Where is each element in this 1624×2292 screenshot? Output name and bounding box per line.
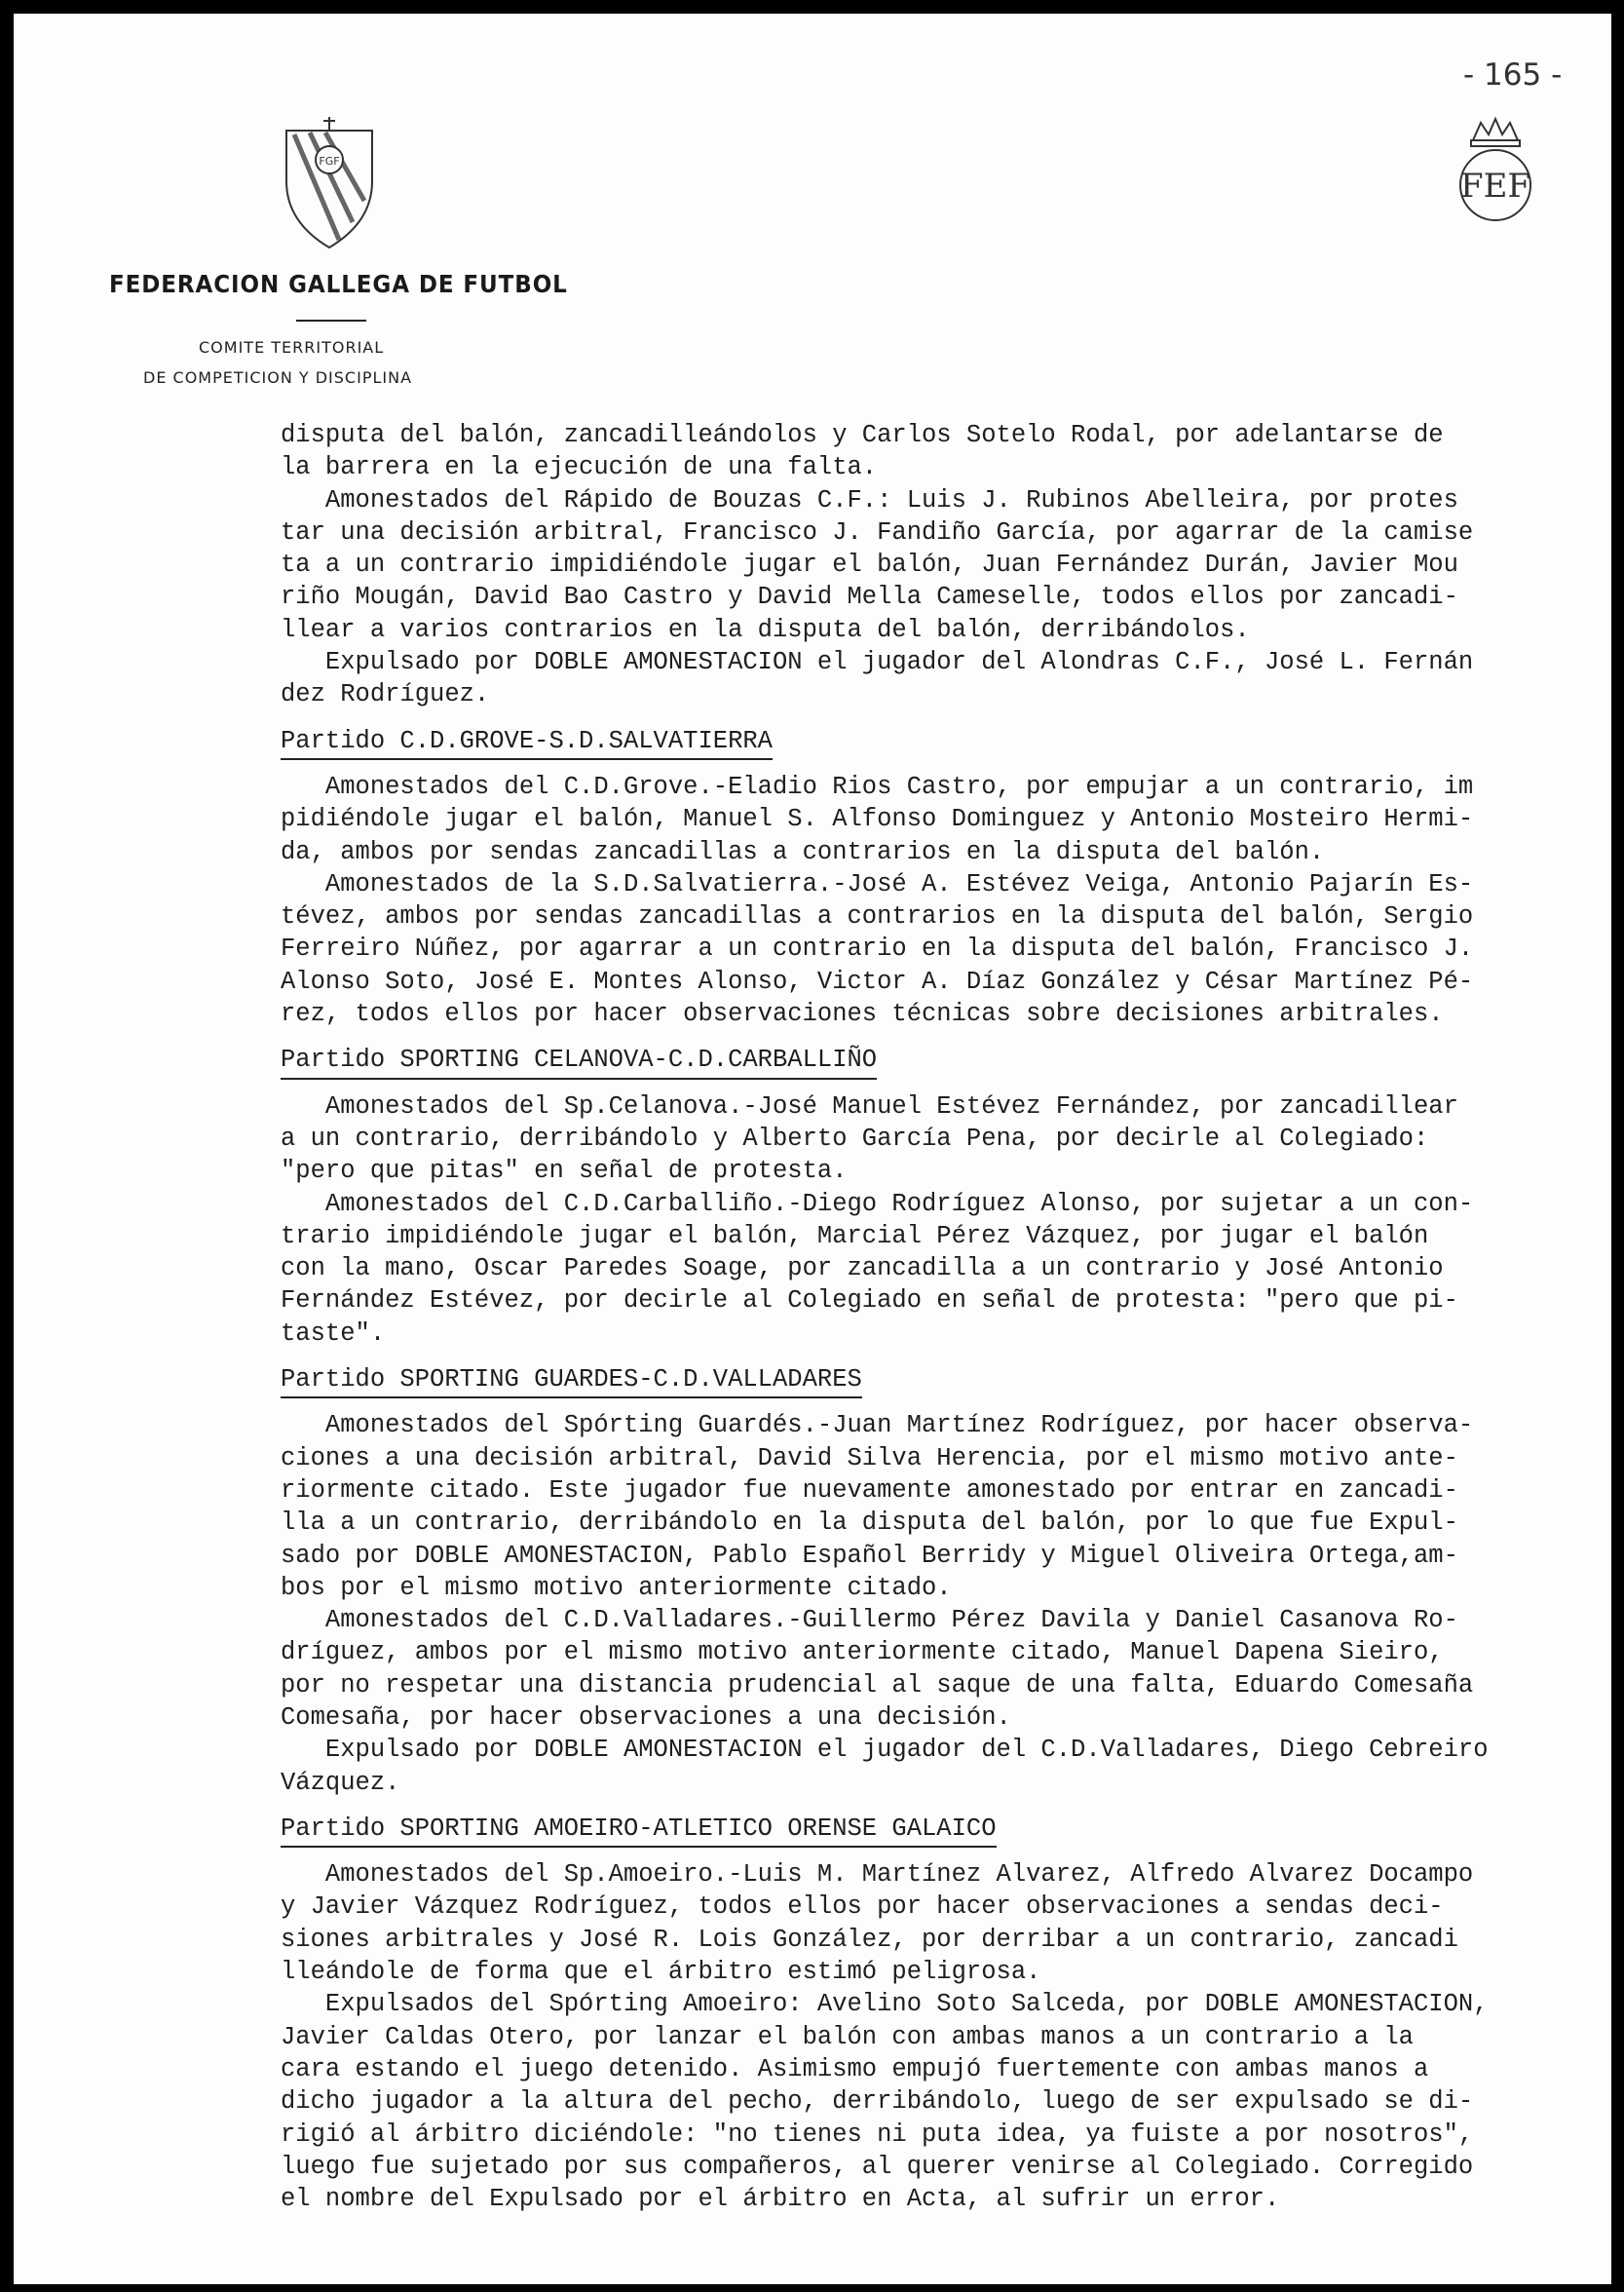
text-line: rez, todos ellos por hacer observaciones técnicas sobre decisiones arbitrales. (281, 1000, 1444, 1029)
text-line: lleándole de forma que el árbitro estimó peligrosa. (281, 1958, 1041, 1987)
text-line: disputa del balón, zancadilleándolos y Carlos Sotelo Rodal, por adelantarse de (281, 421, 1444, 449)
text-line: Amonestados del Rápido de Bouzas C.F.: Luis J. Rubinos Abelleira, por protes (281, 485, 1458, 515)
text-line: por no respetar una distancia prudencial al saque de una falta, Eduardo Comesaña (281, 1670, 1474, 1700)
text-line: ta a un contrario impidiéndole jugar el balón, Juan Fernández Durán, Javier Mou (281, 551, 1458, 580)
match-heading: Partido SPORTING AMOEIRO-ATLETICO ORENSE GALAICO (281, 1813, 997, 1848)
federation-title: FEDERACION GALLEGA DE FUTBOL (109, 270, 568, 298)
text-line: Alonso Soto, José E. Montes Alonso, Victor A. Díaz González y César Martínez Pé- (281, 967, 1474, 996)
text-line: luego fue sujetado por sus compañeros, al querer venirse al Colegiado. Corregido (281, 2152, 1474, 2181)
text-line: Amonestados del C.D.Carballiño.-Diego Rodríguez Alonso, por sujetar a un con- (281, 1189, 1474, 1218)
text-line: Comesaña, por hacer observaciones a una decisión. (281, 1702, 1011, 1732)
svg-text:FGF: FGF (319, 155, 340, 168)
text-line: con la mano, Oscar Paredes Soage, por zancadilla a un contrario y José Antonio (281, 1254, 1444, 1283)
svg-text:FEF: FEF (1459, 167, 1531, 206)
text-line: Amonestados del Sp.Amoeiro.-Luis M. Martínez Alvarez, Alfredo Alvarez Docampo (281, 1860, 1474, 1890)
match-heading: Partido SPORTING GUARDES-C.D.VALLADARES (281, 1363, 862, 1398)
text-line: Expulsado por DOBLE AMONESTACION el jugador del C.D.Valladares, Diego Cebreiro (281, 1736, 1489, 1765)
text-line: sado por DOBLE AMONESTACION, Pablo Español Berridy y Miguel Oliveira Ortega,am- (281, 1541, 1458, 1570)
text-line: Expulsado por DOBLE AMONESTACION el jugador del Alondras C.F., José L. Fernán (281, 648, 1474, 677)
text-line: bos por el mismo motivo anteriormente citado. (281, 1573, 952, 1602)
match-section (281, 1813, 1591, 2216)
text-line: Ferreiro Núñez, por agarrar a un contrario en la disputa del balón, Francisco J. (281, 935, 1474, 964)
text-line: cara estando el juego detenido. Asimismo empujó fuertemente con ambas manos a (281, 2054, 1429, 2083)
text-line: lla a un contrario, derribándolo en la disputa del balón, por lo que fue Expul- (281, 1509, 1458, 1538)
text-line: riormente citado. Este jugador fue nuevamente amonestado por entrar en zancadi- (281, 1475, 1458, 1505)
text-line: Amonestados del Sp.Celanova.-José Manuel Estévez Fernández, por zancadillear (281, 1091, 1458, 1121)
text-line: tar una decisión arbitral, Francisco J. Fandiño García, por agarrar de la camise (281, 517, 1474, 547)
match-section (281, 725, 1591, 1031)
text-line: dicho jugador a la altura del pecho, derribándolo, luego de ser expulsado se di- (281, 2087, 1474, 2117)
text-line: "pero que pitas" en señal de protesta. (281, 1157, 848, 1186)
text-line: Amonestados del Spórting Guardés.-Juan Martínez Rodríguez, por hacer observa- (281, 1411, 1474, 1440)
document-body (281, 419, 1591, 2215)
committee-line-2: DE COMPETICION Y DISCIPLINA (143, 368, 413, 387)
match-heading: Partido C.D.GROVE-S.D.SALVATIERRA (281, 725, 773, 760)
text-line: siones arbitrales y José R. Lois González, por derribar a un contrario, zancadi (281, 1925, 1458, 1954)
text-line: taste". (281, 1318, 386, 1348)
text-line: pidiéndole jugar el balón, Manuel S. Alfonso Dominguez y Antonio Mosteiro Hermi- (281, 805, 1474, 834)
text-line: Fernández Estévez, por decirle al Colegiado en señal de protesta: "pero que pi- (281, 1286, 1458, 1316)
intro-section (281, 419, 1591, 711)
text-line: Expulsados del Spórting Amoeiro: Avelino Soto Salceda, por DOBLE AMONESTACION, (281, 1990, 1489, 2019)
text-line: dríguez, ambos por el mismo motivo anteriormente citado, Manuel Dapena Sieiro, (281, 1638, 1444, 1667)
text-line: llear a varios contrarios en la disputa del balón, derribándolos. (281, 615, 1250, 644)
text-line: y Javier Vázquez Rodríguez, todos ellos por hacer observaciones a sendas deci- (281, 1892, 1444, 1922)
text-line: Amonestados del C.D.Grove.-Eladio Rios Castro, por empujar a un contrario, im (281, 772, 1474, 801)
text-line: el nombre del Expulsado por el árbitro en Acta, al sufrir un error. (281, 2185, 1280, 2214)
text-line: Amonestados de la S.D.Salvatierra.-José A. Estévez Veiga, Antonio Pajarín Es- (281, 869, 1474, 898)
text-line: Amonestados del C.D.Valladares.-Guillermo Pérez Davila y Daniel Casanova Ro- (281, 1606, 1458, 1635)
text-line: tévez, ambos por sendas zancadillas a contrarios en la disputa del balón, Sergio (281, 902, 1474, 932)
title-divider (296, 320, 366, 322)
text-line: riño Mougán, David Bao Castro y David Mella Cameselle, todos ellos por zancadi- (281, 583, 1458, 612)
text-line: ciones a una decisión arbitral, David Silva Herencia, por el mismo motivo ante- (281, 1443, 1458, 1472)
federation-shield-icon (281, 113, 378, 249)
match-section (281, 1363, 1591, 1799)
committee-line-1: COMITE TERRITORIAL (199, 338, 385, 357)
text-line: dez Rodríguez. (281, 680, 490, 709)
text-line: a un contrario, derribándolo y Alberto García Pena, por decirle al Colegiado: (281, 1124, 1429, 1153)
match-section (281, 1044, 1591, 1350)
text-line: trario impidiéndole jugar el balón, Marcial Pérez Vázquez, por jugar el balón (281, 1221, 1429, 1250)
text-line: la barrera en la ejecución de una falta. (281, 453, 878, 482)
text-line: Vázquez. (281, 1768, 400, 1797)
match-heading: Partido SPORTING CELANOVA-C.D.CARBALLIÑO (281, 1044, 877, 1079)
text-line: Javier Caldas Otero, por lanzar el balón con ambas manos a un contrario a la (281, 2022, 1414, 2051)
document-page (14, 14, 1611, 2284)
page-number: - 165 - (1463, 57, 1563, 93)
crowned-crest-icon (1452, 111, 1539, 228)
text-line: da, ambos por sendas zancadillas a contrarios en la disputa del balón. (281, 837, 1325, 866)
text-line: rigió al árbitro diciéndole: "no tienes ni puta idea, ya fuiste a por nosotros", (281, 2120, 1474, 2149)
